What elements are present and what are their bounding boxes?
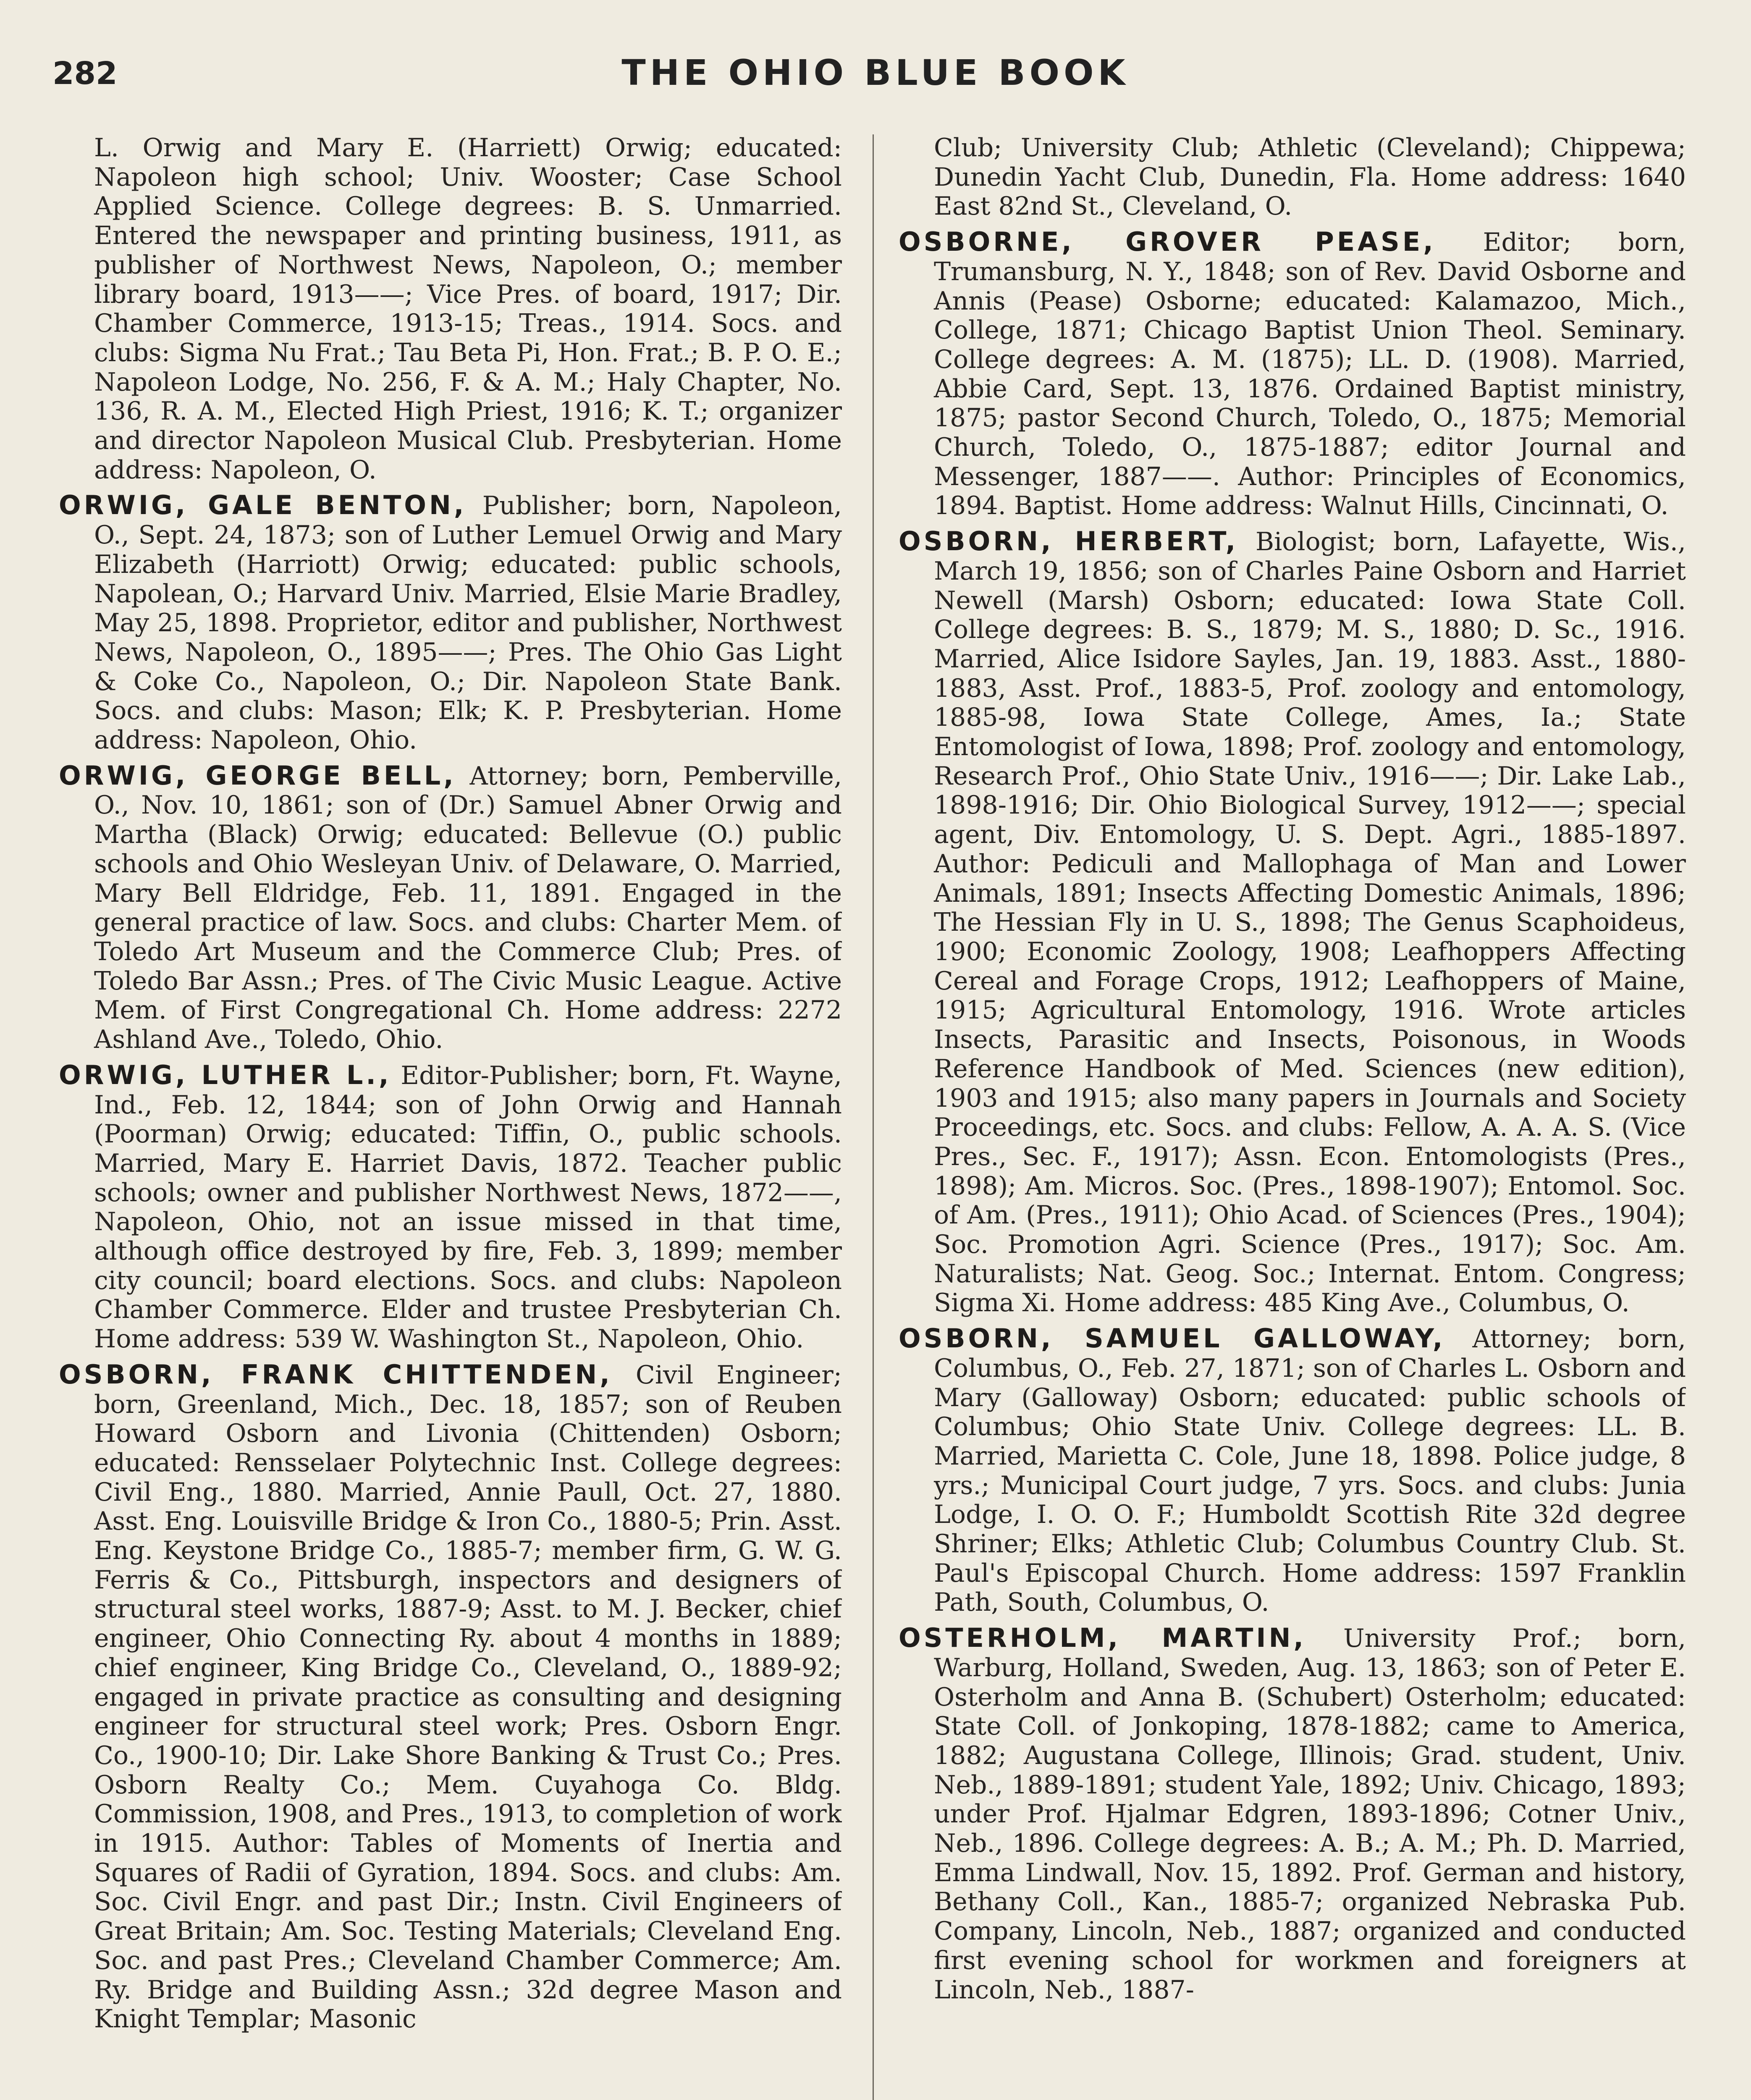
- entry-name: OSBORN, SAMUEL GALLOWAY,: [899, 1323, 1446, 1354]
- entry-text: Attorney; born, Pemberville, O., Nov. 10, 1861; son of (Dr.) Samuel Abner Orwig and Martha (Black) Orwig; educated: Bellevue (O.) public schools and Ohio Wesleyan Univ. of Delaware, O. Married, Mary Bell Eldridge, Feb. 11, 1891. Engaged in the general practice of law. Socs. and clubs: Charter Mem. of Toledo Art Museum and the Commerce Club; Pres. of Toledo Bar Assn.; Pres. of The Civic Music League. Active Mem. of First Congregational Ch. Home address: 2272 Ashland Ave., Toledo, Ohio.: [94, 761, 842, 1055]
- biography-entry: [899, 1324, 1686, 1617]
- entry-name: OSTERHOLM, MARTIN,: [899, 1622, 1307, 1654]
- entry-name: ORWIG, GALE BENTON,: [59, 490, 467, 521]
- entry-name: OSBORN, HERBERT,: [899, 526, 1239, 557]
- running-title: THE OHIO BLUE BOOK: [621, 52, 1130, 93]
- entry-text: Biologist; born, Lafayette, Wis., March 19, 1856; son of Charles Paine Osborn and Harriet Newell (Marsh) Osborn; educated: Iowa State Coll. College degrees: B. S., 1879; M. S., 1880; D. Sc., 1916. Married, Alice Isidore Sayles, Jan. 19, 1883. Asst., 1880-1883, Asst. Prof., 1883-5, Prof. zoology and entomology, 1885-98, Iowa State College, Ames, Ia.; State Entomologist of Iowa, 1898; Prof. zoology and entomology, Research Prof., Ohio State Univ., 1916——; Dir. Lake Lab., 1898-1916; Dir. Ohio Biological Survey, 1912——; special agent, Div. Entomology, U. S. Dept. Agri., 1885-1897. Author: Pediculi and Mallophaga of Man and Lower Animals, 1891; Insects Affecting Domestic Animals, 1896; The Hessian Fly in U. S., 1898; The Genus Scaphoideus, 1900; Economic Zoology, 1908; Leafhoppers Affecting Cereal and Forage Crops, 1912; Leafhoppers of Maine, 1915; Agricultural Entomology, 1916. Wrote articles Insects, Parasitic and Insects, Poisonous, in Woods Reference Handbook of Med. Sciences (new edition), 1903 and 1915; also many papers in Journals and Society Proceedings, etc. Socs. and clubs: Fellow, A. A. A. S. (Vice Pres., Sec. F., 1917); Assn. Econ. Entomologists (Pres., 1898); Am. Micros. Soc. (Pres., 1898-1907); Entomol. Soc. of Am. (Pres., 1911); Ohio Acad. of Sciences (Pres., 1904); Soc. Promotion Agri. Science (Pres., 1917); Soc. Am. Naturalists; Nat. Geog. Soc.; Internat. Entom. Congress; Sigma Xi. Home address: 485 King Ave., Columbus, O.: [934, 527, 1686, 1318]
- entry-name: ORWIG, GEORGE BELL,: [59, 760, 456, 791]
- entry-text: Club; University Club; Athletic (Cleveland); Chippewa; Dunedin Yacht Club, Dunedin, Fla. Home address: 1640 East 82nd St., Cleveland, O.: [934, 134, 1686, 221]
- page-number: 282: [52, 55, 118, 92]
- column-divider: [873, 134, 874, 2100]
- right-column: [899, 134, 1686, 2100]
- entry-name: OSBORNE, GROVER PEASE,: [899, 226, 1436, 257]
- page-header: [52, 46, 1699, 101]
- entry-name: OSBORN, FRANK CHITTENDEN,: [59, 1359, 613, 1390]
- biography-entry: [899, 527, 1686, 1318]
- entry-text: Publisher; born, Napoleon, O., Sept. 24, 1873; son of Luther Lemuel Orwig and Mary Elizabeth (Harriott) Orwig; educated: public schools, Napolean, O.; Harvard Univ. Married, Elsie Marie Bradley, May 25, 1898. Proprietor, editor and publisher, Northwest News, Napoleon, O., 1895——; Pres. The Ohio Gas Light & Coke Co., Napoleon, O.; Dir. Napoleon State Bank. Socs. and clubs: Mason; Elk; K. P. Presbyterian. Home address: Napoleon, Ohio.: [94, 491, 842, 755]
- biography-entry: [59, 491, 842, 755]
- entry-text: L. Orwig and Mary E. (Harriett) Orwig; educated: Napoleon high school; Univ. Wooster; Case School Applied Science. College degrees: B. S. Unmarried. Entered the newspaper and printing business, 1911, as publisher of Northwest News, Napoleon, O.; member library board, 1913——; Vice Pres. of board, 1917; Dir. Chamber Commerce, 1913-15; Treas., 1914. Socs. and clubs: Sigma Nu Frat.; Tau Beta Pi, Hon. Frat.; B. P. O. E.; Napoleon Lodge, No. 256, F. & A. M.; Haly Chapter, No. 136, R. A. M., Elected High Priest, 1916; K. T.; organizer and director Napoleon Musical Club. Presbyterian. Home address: Napoleon, O.: [94, 134, 842, 485]
- entry-text: University Prof.; born, Warburg, Holland, Sweden, Aug. 13, 1863; son of Peter E. Osterholm and Anna B. (Schubert) Osterholm; educated: State Coll. of Jonkoping, 1878-1882; came to America, 1882; Augustana College, Illinois; Grad. student, Univ. Neb., 1889-1891; student Yale, 1892; Univ. Chicago, 1893; under Prof. Hjalmar Edgren, 1893-1896; Cotner Univ., Neb., 1896. College degrees: A. B.; A. M.; Ph. D. Married, Emma Lindwall, Nov. 15, 1892. Prof. German and history, Bethany Coll., Kan., 1885-7; organized Nebraska Pub. Company, Lincoln, Neb., 1887; organized and conducted first evening school for workmen and foreigners at Lincoln, Neb., 1887-: [934, 1624, 1686, 2005]
- entry-text: Editor-Publisher; born, Ft. Wayne, Ind., Feb. 12, 1844; son of John Orwig and Hannah (Poorman) Orwig; educated: Tiffin, O., public schools. Married, Mary E. Harriet Davis, 1872. Teacher public schools; owner and publisher Northwest News, 1872——, Napoleon, Ohio, not an issue missed in that time, although office destroyed by fire, Feb. 3, 1899; member city council; board elections. Socs. and clubs: Napoleon Chamber Commerce. Elder and trustee Presbyterian Ch. Home address: 539 W. Washington St., Napoleon, Ohio.: [94, 1060, 842, 1354]
- biography-entry: [59, 1060, 842, 1354]
- entry-text: Attorney; born, Columbus, O., Feb. 27, 1871; son of Charles L. Osborn and Mary (Galloway) Osborn; educated: public schools of Columbus; Ohio State Univ. College degrees: LL. B. Married, Marietta C. Cole, June 18, 1898. Police judge, 8 yrs.; Municipal Court judge, 7 yrs. Socs. and clubs: Junia Lodge, I. O. O. F.; Humboldt Scottish Rite 32d degree Shriner; Elks; Athletic Club; Columbus Country Club. St. Paul's Episcopal Church. Home address: 1597 Franklin Path, South, Columbus, O.: [934, 1324, 1686, 1617]
- biography-entry-continued: [59, 134, 842, 485]
- biography-entry-continued: [899, 134, 1686, 221]
- biography-entry: [59, 1360, 842, 2034]
- entry-name: ORWIG, LUTHER L.,: [59, 1059, 392, 1090]
- biography-entry: [899, 227, 1686, 521]
- biography-entry: [899, 1623, 1686, 2005]
- left-column: [59, 134, 842, 2100]
- entry-text: Civil Engineer; born, Greenland, Mich., Dec. 18, 1857; son of Reuben Howard Osborn and Livonia (Chittenden) Osborn; educated: Rensselaer Polytechnic Inst. College degrees: Civil Eng., 1880. Married, Annie Paull, Oct. 27, 1880. Asst. Eng. Louisville Bridge & Iron Co., 1880-5; Prin. Asst. Eng. Keystone Bridge Co., 1885-7; member firm, G. W. G. Ferris & Co., Pittsburgh, inspectors and designers of structural steel works, 1887-9; Asst. to M. J. Becker, chief engineer, Ohio Connecting Ry. about 4 months in 1889; chief engineer, King Bridge Co., Cleveland, O., 1889-92; engaged in private practice as consulting and designing engineer for structural steel work; Pres. Osborn Engr. Co., 1900-10; Dir. Lake Shore Banking & Trust Co.; Pres. Osborn Realty Co.; Mem. Cuyahoga Co. Bldg. Commission, 1908, and Pres., 1913, to completion of work in 1915. Author: Tables of Moments of Inertia and Squares of Radii of Gyration, 1894. Socs. and clubs: Am. Soc. Civil Engr. and past Dir.; Instn. Civil Engineers of Great Britain; Am. Soc. Testing Materials; Cleveland Eng. Soc. and past Pres.; Cleveland Chamber Commerce; Am. Ry. Bridge and Building Assn.; 32d degree Mason and Knight Templar; Masonic: [94, 1360, 842, 2034]
- biography-entry: [59, 761, 842, 1055]
- entry-text: Editor; born, Trumansburg, N. Y., 1848; son of Rev. David Osborne and Annis (Pease) Osborne; educated: Kalamazoo, Mich., College, 1871; Chicago Baptist Union Theol. Seminary. College degrees: A. M. (1875); LL. D. (1908). Married, Abbie Card, Sept. 13, 1876. Ordained Baptist ministry, 1875; pastor Second Church, Toledo, O., 1875; Memorial Church, Toledo, O., 1875-1887; editor Journal and Messenger, 1887——. Author: Principles of Economics, 1894. Baptist. Home address: Walnut Hills, Cincinnati, O.: [934, 228, 1686, 521]
